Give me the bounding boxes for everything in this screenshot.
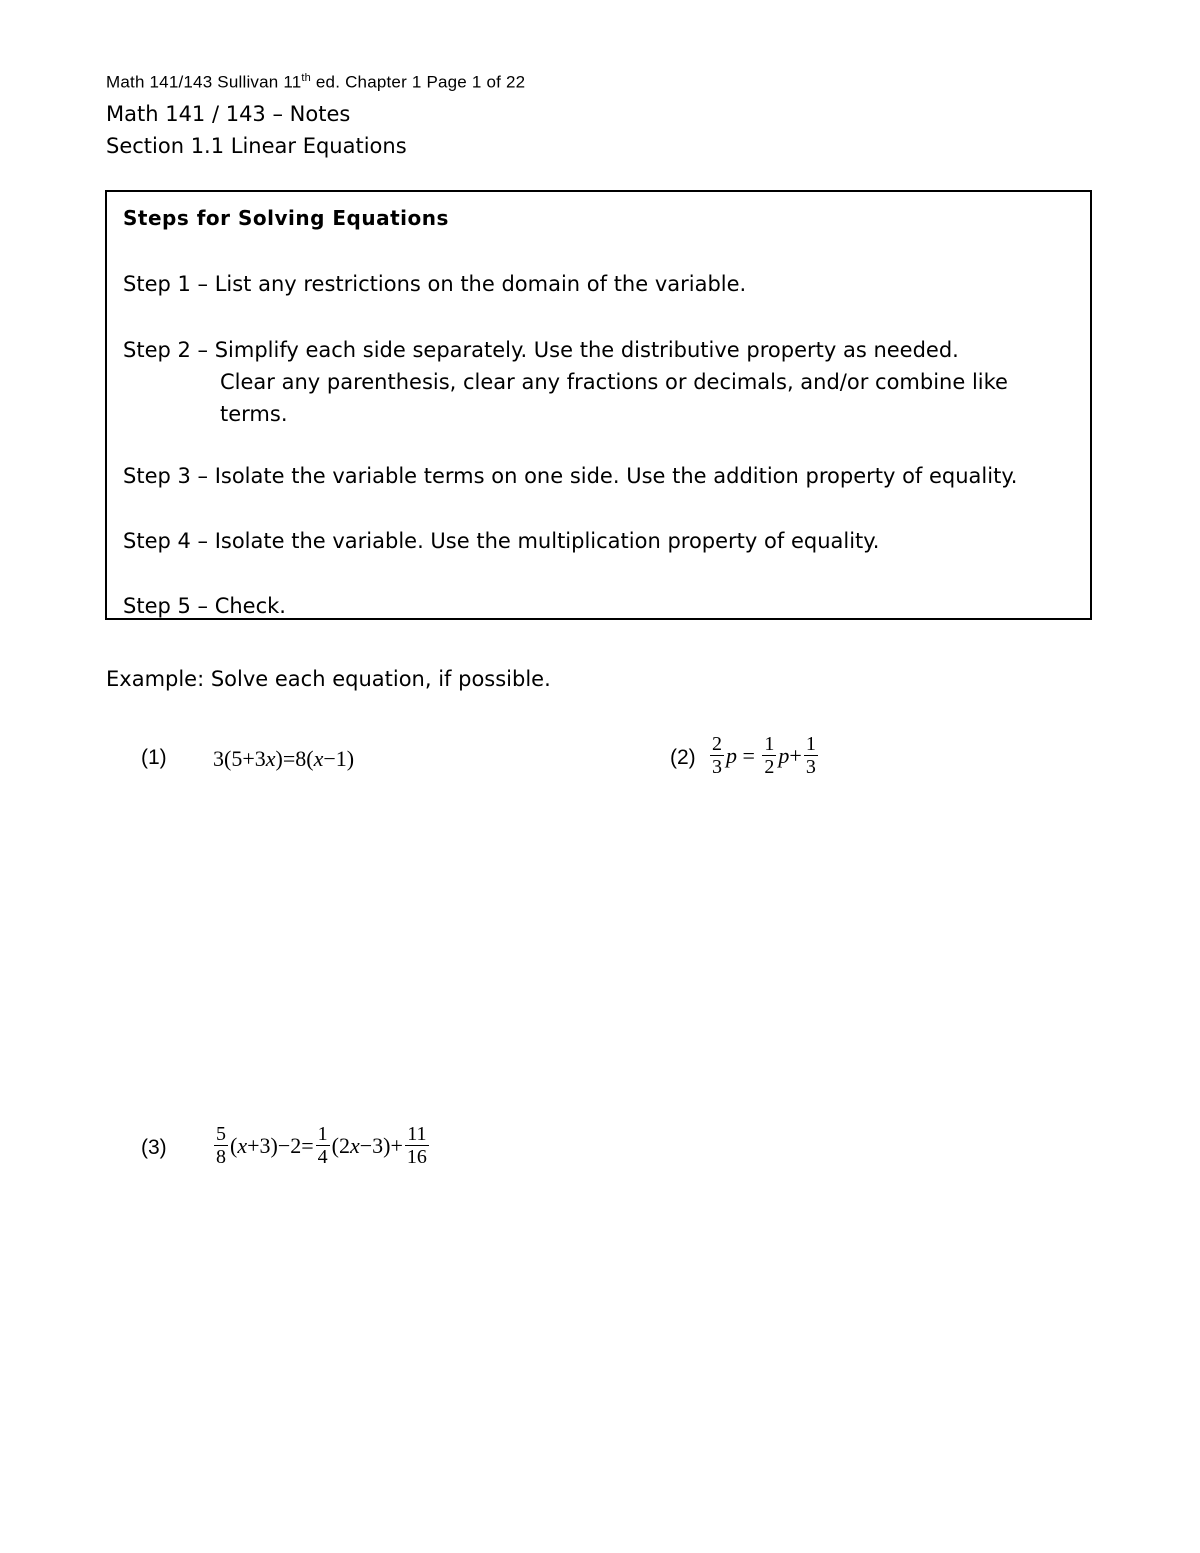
problem-2-equation bbox=[708, 733, 820, 778]
problem-2-number: (2) bbox=[670, 746, 696, 769]
example-label: Example: Solve each equation, if possible. bbox=[106, 667, 551, 691]
p2-frac-3-den: 3 bbox=[805, 756, 816, 778]
p1-var-x1: x bbox=[265, 746, 276, 771]
p3-frac-3-num: 11 bbox=[407, 1123, 427, 1145]
step-1-line-1: Step 1 – List any restrictions on the domain of the variable. bbox=[123, 272, 747, 296]
running-head-pre: Math 141/143 Sullivan 11 bbox=[106, 72, 302, 92]
p2-plus: + bbox=[789, 742, 802, 768]
p3-var-x2: x bbox=[349, 1132, 360, 1158]
problem-3-equation bbox=[212, 1123, 431, 1168]
step-3 bbox=[123, 460, 1017, 492]
p1-part-e: −1) bbox=[323, 746, 355, 771]
step-5-line-1: Step 5 – Check. bbox=[123, 594, 286, 618]
p2-var-p1: p bbox=[726, 742, 737, 768]
p1-var-x2: x bbox=[313, 746, 324, 771]
p3-frac-3-den: 16 bbox=[406, 1146, 427, 1168]
p1-part-a: 3(5+3 bbox=[213, 746, 266, 771]
p3-frac-1 bbox=[214, 1123, 228, 1168]
step-1 bbox=[123, 268, 746, 300]
p2-frac-2-num: 1 bbox=[764, 733, 775, 755]
p3-part-c: (2 bbox=[331, 1132, 350, 1158]
p2-frac-2-den: 2 bbox=[764, 756, 775, 778]
p3-frac-2-num: 1 bbox=[317, 1123, 328, 1145]
p3-frac-2 bbox=[316, 1123, 330, 1168]
running-head bbox=[106, 72, 525, 93]
p3-part-d: −3)+ bbox=[359, 1132, 403, 1158]
step-4 bbox=[123, 525, 879, 557]
p3-frac-2-den: 4 bbox=[317, 1146, 328, 1168]
page-title: Math 141 / 143 – Notes bbox=[106, 102, 351, 126]
running-head-post: ed. Chapter 1 Page 1 of 22 bbox=[310, 72, 526, 92]
p3-part-a: ( bbox=[230, 1132, 238, 1158]
step-2-line-3: terms. bbox=[220, 402, 288, 426]
p2-var-p2: p bbox=[778, 742, 790, 768]
p3-part-b: +3)−2= bbox=[247, 1132, 314, 1158]
p3-frac-1-den: 8 bbox=[216, 1146, 226, 1168]
p2-equals: = bbox=[737, 742, 761, 768]
p2-frac-3-num: 1 bbox=[805, 733, 816, 755]
p1-part-c: )=8( bbox=[275, 746, 314, 771]
p3-var-x1: x bbox=[237, 1132, 248, 1158]
step-3-line-1: Step 3 – Isolate the variable terms on one side. Use the addition property of equality. bbox=[123, 464, 1018, 488]
steps-box bbox=[105, 190, 1092, 620]
problem-3-number: (3) bbox=[141, 1136, 167, 1159]
section-title: Section 1.1 Linear Equations bbox=[106, 134, 407, 158]
p2-frac-3 bbox=[804, 733, 818, 778]
p2-frac-1 bbox=[710, 733, 724, 778]
p3-frac-1-num: 5 bbox=[216, 1123, 226, 1145]
step-4-line-1: Step 4 – Isolate the variable. Use the multiplication property of equality. bbox=[123, 529, 880, 553]
step-2 bbox=[123, 334, 1008, 430]
problem-1-equation bbox=[213, 746, 354, 772]
p2-frac-1-den: 3 bbox=[712, 756, 722, 778]
problem-1-number: (1) bbox=[141, 746, 167, 769]
p2-frac-1-num: 2 bbox=[712, 733, 722, 755]
step-2-line-2: Clear any parenthesis, clear any fractions or decimals, and/or combine like bbox=[220, 370, 1008, 394]
step-5 bbox=[123, 590, 286, 622]
running-head-sup: th bbox=[301, 72, 311, 84]
p2-frac-2 bbox=[762, 733, 776, 778]
p3-frac-3 bbox=[405, 1123, 429, 1168]
steps-heading: Steps for Solving Equations bbox=[123, 206, 449, 230]
step-2-line-1: Step 2 – Simplify each side separately. Use the distributive property as needed. bbox=[123, 338, 959, 362]
